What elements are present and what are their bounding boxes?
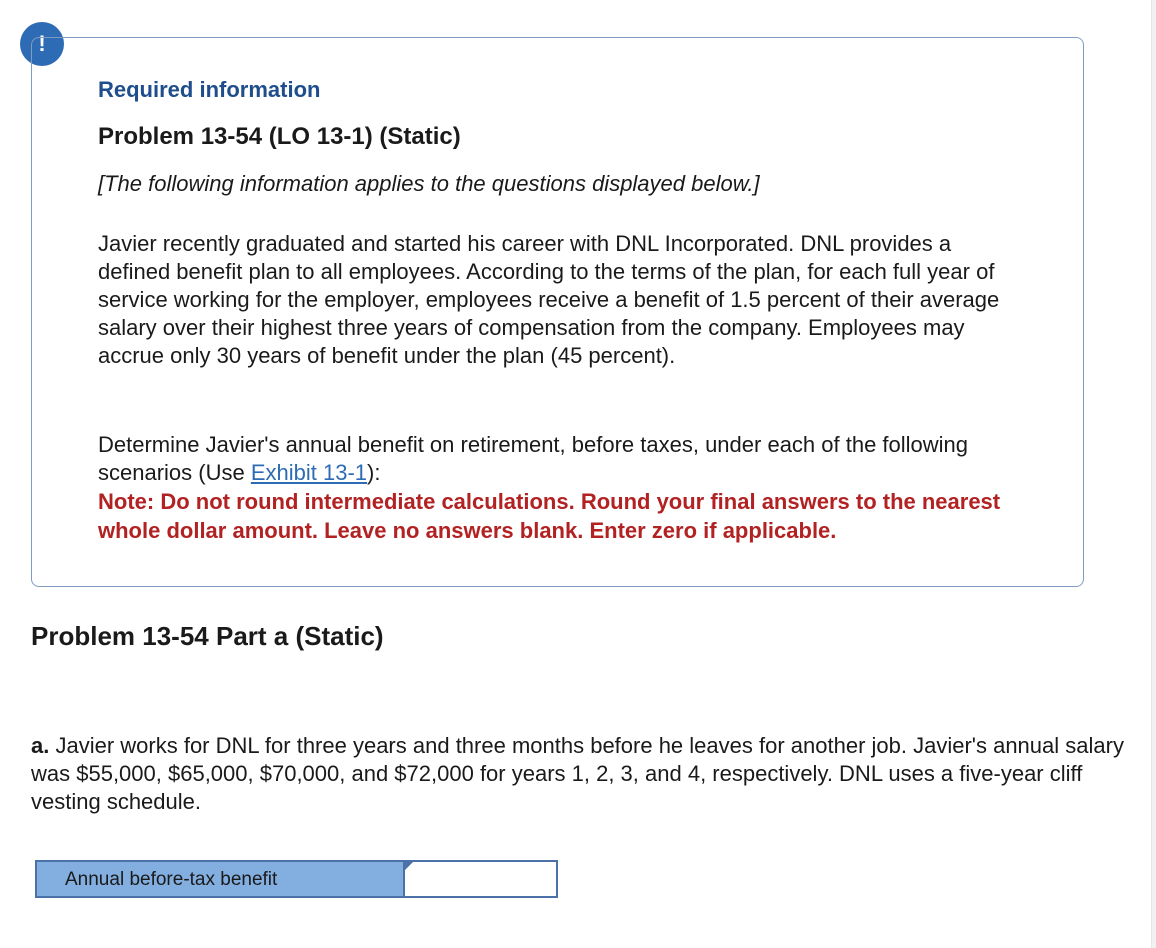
alert-icon: !	[20, 22, 64, 66]
answer-row	[35, 860, 558, 898]
scenario-text: Javier recently graduated and started his career with DNL Incorporated. DNL provides a defined benefit plan to all employees. According to the terms of the plan, for each full year of service working for the employer, employees receive a benefit of 1.5 percent of their average salary over their highest three years of compensation from the company. Employees may accrue only 30 years of benefit under the plan (45 percent).	[98, 231, 1000, 368]
answer-label: Annual before-tax benefit	[37, 862, 405, 896]
answer-input-wrapper	[405, 862, 556, 896]
exhibit-link[interactable]: Exhibit 13-1	[250, 460, 368, 485]
part-title: Problem 13-54 Part a (Static)	[31, 621, 384, 651]
scrollbar-edge	[1151, 0, 1156, 948]
determine-text-before: Determine Javier's annual benefit on retirement, before taxes, under each of the following scenarios (Use	[98, 432, 969, 485]
input-corner-marker	[405, 862, 413, 870]
determine-instruction	[98, 431, 1038, 487]
annual-benefit-input[interactable]	[405, 862, 556, 896]
determine-text-after: ):	[367, 460, 381, 485]
problem-title: Problem 13-54 (LO 13-1) (Static)	[98, 123, 461, 150]
required-information-heading: Required information	[98, 77, 321, 102]
question-label: a.	[31, 733, 50, 758]
question-text: Javier works for DNL for three years and three months before he leaves for another job. Javier's annual salary was $55,000, $65,000, $70,000, and $72,000 for years 1, 2, 3, and 4, respectively. DNL uses a five-year cliff vesting schedule.	[31, 733, 1124, 814]
intro-text: [The following information applies to the questions displayed below.]	[98, 171, 760, 196]
rounding-note: Note: Do not round intermediate calculations. Round your final answers to the nearest whole dollar amount. Leave no answers blank. Enter zero if applicable.	[98, 489, 1001, 543]
question-a	[31, 732, 1136, 816]
